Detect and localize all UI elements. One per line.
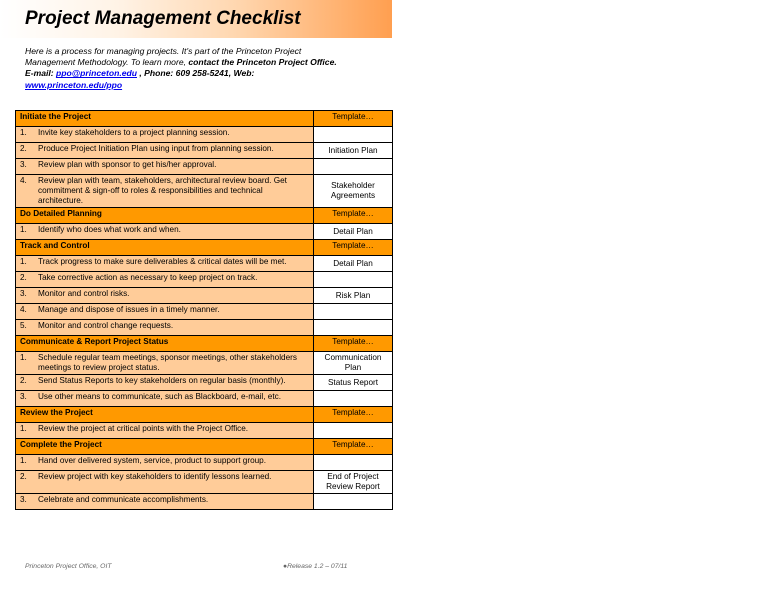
task-content <box>20 472 309 482</box>
task-content <box>20 160 309 170</box>
checklist-row <box>16 175 393 208</box>
task-content <box>20 225 309 235</box>
task-text: Use other means to communicate, such as Blackboard, e-mail, etc. <box>38 392 282 401</box>
template-document <box>314 272 393 288</box>
task-cell <box>16 352 314 375</box>
task-text: Monitor and control change requests. <box>38 321 174 330</box>
email-label: E-mail: <box>25 68 57 79</box>
task-cell <box>16 256 314 272</box>
section-title: Communicate & Report Project Status <box>16 336 314 352</box>
task-number: 1. <box>20 424 27 433</box>
task-text: Identify who does what work and when. <box>38 225 181 234</box>
section-template-label: Template… <box>314 111 393 127</box>
template-document <box>314 159 393 175</box>
intro-line-2: Management Methodology. To learn more, <box>25 57 189 68</box>
checklist-row <box>16 159 393 175</box>
task-number: 3. <box>20 392 27 401</box>
task-content <box>20 305 309 315</box>
email-link[interactable]: ppo@princeton.edu <box>56 68 137 79</box>
template-document: Communication Plan <box>314 352 393 375</box>
task-number: 1. <box>20 257 27 266</box>
task-text: Send Status Reports to key stakeholders on regular basis (monthly). <box>38 376 286 385</box>
task-content <box>20 321 309 331</box>
task-number: 2. <box>20 273 27 282</box>
task-content <box>20 392 309 402</box>
task-cell <box>16 423 314 439</box>
section-template-label: Template… <box>314 439 393 455</box>
task-cell <box>16 159 314 175</box>
task-content <box>20 289 309 299</box>
section-template-label: Template… <box>314 240 393 256</box>
phone-text: , Phone: 609 258-5241, Web: <box>137 68 255 79</box>
task-cell <box>16 224 314 240</box>
footer-office: Princeton Project Office, OIT <box>25 563 112 570</box>
task-text: Take corrective action as necessary to keep project on track. <box>38 273 258 282</box>
checklist-row <box>16 352 393 375</box>
task-text: Review plan with sponsor to get his/her approval. <box>38 160 217 169</box>
task-cell <box>16 288 314 304</box>
section-template-label: Template… <box>314 208 393 224</box>
task-text: Track progress to make sure deliverables & critical dates will be met. <box>38 257 287 266</box>
template-document: Detail Plan <box>314 256 393 272</box>
template-document: Status Report <box>314 375 393 391</box>
template-document <box>314 391 393 407</box>
task-number: 2. <box>20 376 27 385</box>
task-text: Produce Project Initiation Plan using input from planning session. <box>38 144 274 153</box>
task-number: 2. <box>20 144 27 153</box>
task-number: 1. <box>20 456 27 465</box>
task-cell <box>16 127 314 143</box>
task-text: Schedule regular team meetings, sponsor meetings, other stakeholders meetings to review project status. <box>38 353 297 372</box>
task-content <box>20 273 309 283</box>
template-document: End of Project Review Report <box>314 471 393 494</box>
intro-line-1: Here is a process for managing projects. It's part of the Princeton Project <box>25 46 302 56</box>
section-template-label: Template… <box>314 407 393 423</box>
section-header-row <box>16 208 393 224</box>
task-content <box>20 353 309 373</box>
task-text: Review plan with team, stakeholders, architectural review board. Get commitment & sign-off to roles & responsibilities and technical architecture. <box>38 176 287 205</box>
task-number: 1. <box>20 128 27 137</box>
task-number: 2. <box>20 472 27 481</box>
task-number: 3. <box>20 160 27 169</box>
task-text: Invite key stakeholders to a project planning session. <box>38 128 230 137</box>
task-number: 4. <box>20 176 27 185</box>
checklist-row <box>16 272 393 288</box>
template-document: Initiation Plan <box>314 143 393 159</box>
template-document <box>314 455 393 471</box>
section-title: Complete the Project <box>16 439 314 455</box>
task-content <box>20 424 309 434</box>
task-cell <box>16 494 314 510</box>
section-header-row <box>16 439 393 455</box>
template-document <box>314 423 393 439</box>
checklist-row <box>16 375 393 391</box>
task-number: 4. <box>20 305 27 314</box>
checklist-row <box>16 320 393 336</box>
checklist-row <box>16 288 393 304</box>
section-header-row <box>16 111 393 127</box>
task-cell <box>16 455 314 471</box>
template-document: Risk Plan <box>314 288 393 304</box>
checklist-row <box>16 224 393 240</box>
intro-paragraph <box>25 46 385 91</box>
template-document: Stakeholder Agreements <box>314 175 393 208</box>
checklist-row <box>16 304 393 320</box>
checklist-row <box>16 494 393 510</box>
task-text: Hand over delivered system, service, product to support group. <box>38 456 266 465</box>
template-document <box>314 304 393 320</box>
template-document <box>314 320 393 336</box>
checklist-row <box>16 127 393 143</box>
web-link[interactable]: www.princeton.edu/ppo <box>25 79 123 90</box>
checklist-row <box>16 256 393 272</box>
section-header-row <box>16 240 393 256</box>
template-document: Detail Plan <box>314 224 393 240</box>
task-cell <box>16 143 314 159</box>
task-cell <box>16 272 314 288</box>
task-text: Monitor and control risks. <box>38 289 130 298</box>
footer-release: ●Release 1.2 – 07/11 <box>283 563 348 570</box>
task-cell <box>16 175 314 208</box>
section-title: Track and Control <box>16 240 314 256</box>
task-text: Celebrate and communicate accomplishments. <box>38 495 209 504</box>
task-cell <box>16 304 314 320</box>
task-content <box>20 257 309 267</box>
task-text: Review project with key stakeholders to identify lessons learned. <box>38 472 272 481</box>
task-text: Manage and dispose of issues in a timely manner. <box>38 305 220 314</box>
task-content <box>20 376 309 386</box>
checklist-row <box>16 423 393 439</box>
section-title: Do Detailed Planning <box>16 208 314 224</box>
task-cell <box>16 391 314 407</box>
checklist-row <box>16 471 393 494</box>
template-document <box>314 127 393 143</box>
section-header-row <box>16 336 393 352</box>
task-number: 3. <box>20 495 27 504</box>
task-content <box>20 144 309 154</box>
task-content <box>20 495 309 505</box>
checklist-row <box>16 391 393 407</box>
section-header-row <box>16 407 393 423</box>
task-content <box>20 456 309 466</box>
contact-office: contact the Princeton Project Office. <box>188 57 337 68</box>
task-content <box>20 128 309 138</box>
task-cell <box>16 471 314 494</box>
task-cell <box>16 375 314 391</box>
task-number: 1. <box>20 225 27 234</box>
task-number: 5. <box>20 321 27 330</box>
section-title: Initiate the Project <box>16 111 314 127</box>
checklist-row <box>16 455 393 471</box>
task-cell <box>16 320 314 336</box>
checklist-row <box>16 143 393 159</box>
task-number: 1. <box>20 353 27 362</box>
section-template-label: Template… <box>314 336 393 352</box>
page-title: Project Management Checklist <box>25 8 301 29</box>
task-content <box>20 176 309 206</box>
checklist-table <box>15 110 393 510</box>
task-number: 3. <box>20 289 27 298</box>
template-document <box>314 494 393 510</box>
task-text: Review the project at critical points with the Project Office. <box>38 424 249 433</box>
section-title: Review the Project <box>16 407 314 423</box>
